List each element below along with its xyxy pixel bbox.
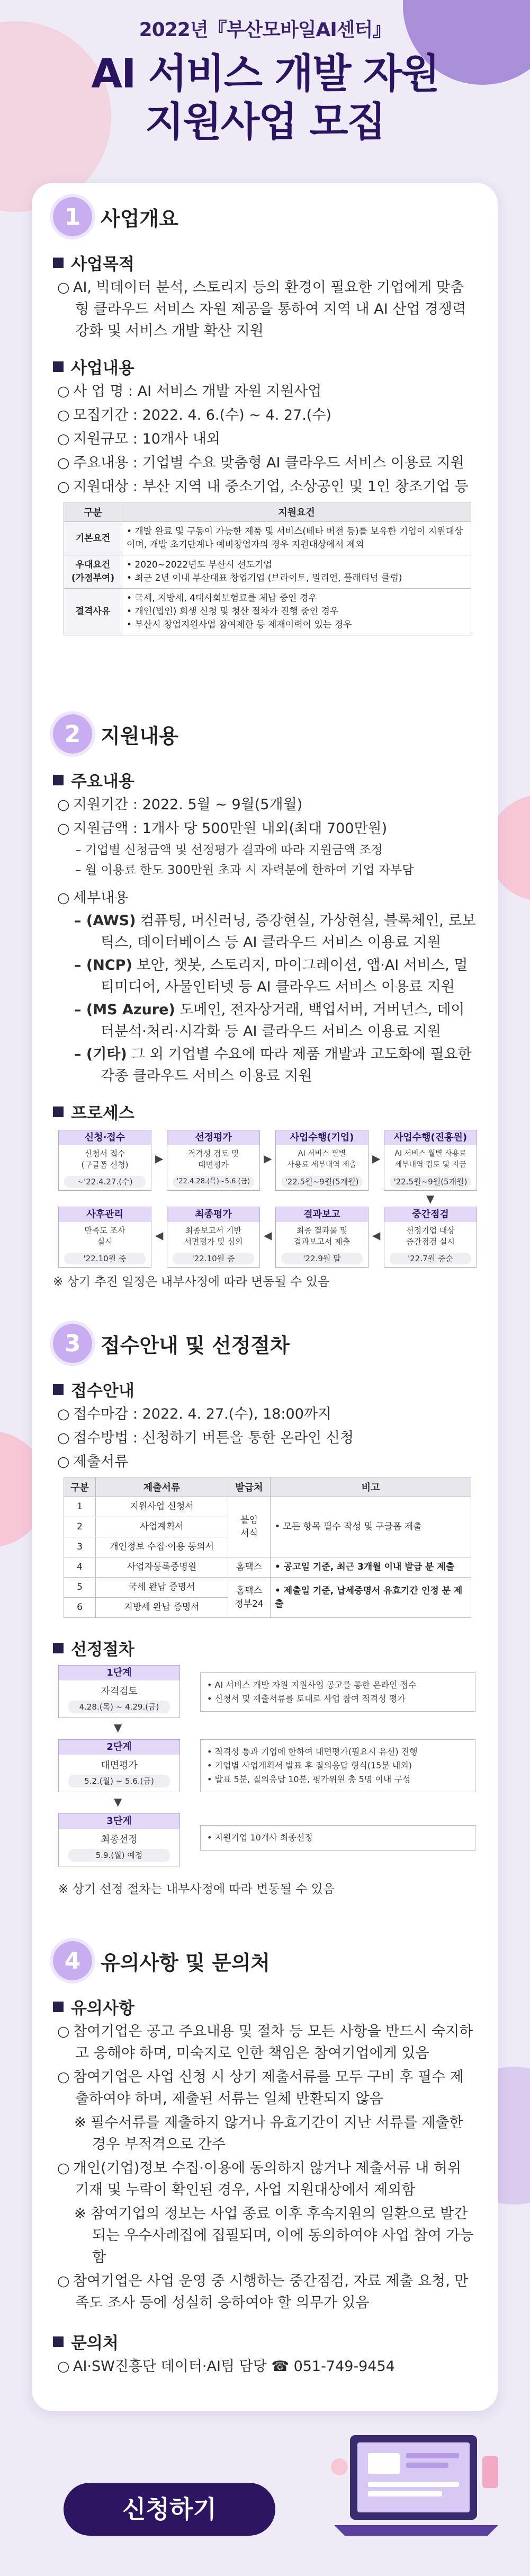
arrow-left-icon: ◀ [372, 1229, 381, 1242]
title-line-1: AI 서비스 개발 자원 [91, 50, 439, 97]
section-number: 4 [53, 1941, 92, 1980]
section-number: 2 [53, 714, 92, 754]
square-bullet-icon [53, 258, 64, 268]
documents-table: 구분 제출서류 발급처 비고 1 지원사업 신청서 붙임 서식 • 모든 항목 필수 작성 및 구글폼 제출 2 사업계획서 3 개인정보 수집·이용 동의서 4 사업자등록증명원 홈택스 • 공고일 기준, 최근 3개월 이내 발급 분 제출 5 국세 완납 증명서 홈택스 정부24 • 제출일 기준, 납세증명서 유효기간 인정 분 제출 6 지방세 완납 증명서 [64, 1477, 471, 1618]
section-support [53, 713, 477, 1289]
sub-item: – (기타) 그 외 기업별 수요에 따라 제품 개발과 고도화에 필요한 각종 클라우드 서비스 이용료 지원 [74, 1046, 472, 1084]
list-item: ○ 참여기업은 공고 주요내용 및 절차 등 모든 사항을 반드시 숙지하고 응해야 하며, 미숙지로 인한 책임은 참여기업에게 있음 [57, 2023, 473, 2061]
laptop-illustration [329, 2424, 504, 2554]
square-bullet-icon [53, 775, 64, 785]
table-row: 6 지방세 완납 증명서 [64, 1598, 471, 1618]
list-item: ○ 접수마감 : 2022. 4. 27.(수), 18:00까지 [57, 1406, 332, 1422]
process-step: 최종평가 최종보고서 기반 서면평가 및 심의 '22.10월 중 [167, 1207, 260, 1268]
process-step: 결과보고 최종 결과물 및 결과보고서 제출 '22.9월 말 [275, 1207, 369, 1268]
selection-note: ※ 상기 선정 절차는 내부사정에 따라 변동될 수 있음 [58, 1882, 335, 1896]
sub-item: – (NCP) 보안, 챗봇, 스토리지, 마이그레이션, 앱·AI 서비스, 멀티미디어, 사물인터넷 등 AI 클라우드 서비스 이용료 지원 [74, 957, 468, 995]
list-item: ○ 참여기업은 사업 운영 중 시행하는 중간점검, 자료 제출 요청, 만족도 조사 등에 성실히 응하여야 할 의무가 있음 [57, 2273, 469, 2311]
stage-description: • 적격성 통과 기업에 한하여 대면평가(필요시 유선) 진행 • 기업별 사업계획서 발표 후 질의응답 형식(15분 내외) • 발표 5분, 질의응답 10분, 평가위원 총 5명 이내 구성 [200, 1739, 475, 1792]
stage-description: • AI 서비스 개발 자원 지원사업 공고를 통한 온라인 접수 • 신청서 및 제출서류를 토대로 사업 참여 적격성 평가 [200, 1672, 475, 1712]
list-note: ※ 필수서류를 제출하지 않거나 유효기간이 지난 서류를 제출한 경우 부적격으로 간주 [74, 2114, 463, 2153]
section-title: 사업개요 [101, 207, 178, 231]
list-item: ○ AI, 빅데이터 분석, 스토리지 등의 환경이 필요한 기업에게 맞춤형 클라우드 서비스 자원 제공을 통하여 지역 내 AI 산업 경쟁력 강화 및 서비스 개발 확산 지원 [57, 279, 466, 339]
content-card [32, 183, 498, 2411]
process-note: ※ 상기 추진 일정은 내부사정에 따라 변동될 수 있음 [53, 1275, 330, 1289]
list-item: ○ 주요내용 : 기업별 수요 맞춤형 AI 클라우드 서비스 이용료 지원 [57, 455, 464, 471]
sub-item: – 월 이용료 한도 300만원 초과 시 자력분에 한하여 기업 자부담 [75, 863, 414, 877]
arrow-left-icon: ◀ [155, 1229, 164, 1242]
arrow-right-icon: ▶ [155, 1152, 164, 1165]
table-row: 우대요건 (가점부여) • 2020~2022년도 부산시 선도기업 • 최근 2년 이내 부산대표 창업기업 (브라이트, 밀리언, 플래티넘 클럽) [64, 555, 471, 589]
selection-stage: 3단계 최종선정 5.9.(월) 예정 [58, 1813, 180, 1866]
square-bullet-icon [53, 2002, 64, 2012]
sub-item: – (MS Azure) 도메인, 전자상거래, 백업서버, 거버넌스, 데이터분석·처리·시각화 등 AI 클라우드 서비스 이용료 지원 [74, 1002, 465, 1040]
page-title [0, 49, 530, 146]
section-number: 1 [53, 197, 92, 236]
list-item: ○ 지원금액 : 1개사 당 500만원 내외(최대 700만원) [57, 820, 388, 837]
section-title: 지원내용 [101, 724, 178, 748]
table-row: 2 사업계획서 [64, 1517, 471, 1537]
process-step: 선정평가 적격성 검토 및 대면평가 '22.4.28.(목)~5.6.(금) [167, 1130, 260, 1191]
sub-item: – (AWS) 컴퓨팅, 머신러닝, 증강현실, 가상현실, 블록체인, 로보틱스, 데이터베이스 등 AI 클라우드 서비스 이용료 지원 [74, 913, 476, 951]
arrow-right-icon: ▶ [372, 1152, 381, 1165]
arrow-down-icon: ▼ [114, 1721, 122, 1734]
process-step: 중간점검 선정기업 대상 중간점검 실시 '22.7월 중순 [384, 1207, 477, 1268]
process-step: 사업수행(진흥원) AI 서비스 월별 사용료 세부내역 검토 및 지급 '22.5월~9월(5개월) [384, 1130, 477, 1191]
section-notice [53, 1940, 477, 2377]
sub-item: – 기업별 신청금액 및 선정평가 결과에 따라 지원금액 조정 [75, 843, 383, 857]
arrow-down-icon: ▼ [426, 1192, 435, 1205]
process-flow [58, 1130, 477, 1273]
laptop-icon [329, 2424, 504, 2552]
subheading: 선정절차 [53, 1636, 477, 1660]
subheading: 사업목적 [53, 251, 477, 275]
table-row: 1 지원사업 신청서 붙임 서식 • 모든 항목 필수 작성 및 구글폼 제출 [64, 1497, 471, 1517]
subheading: 접수안내 [53, 1377, 477, 1401]
section-number: 3 [53, 1324, 92, 1363]
arrow-right-icon: ▶ [264, 1152, 272, 1165]
list-item: ○ 지원기간 : 2022. 5월 ~ 9월(5개월) [57, 796, 303, 813]
section-application [53, 1322, 477, 1914]
square-bullet-icon [53, 1106, 64, 1117]
list-item: ○ 지원규모 : 10개사 내외 [57, 431, 220, 447]
table-row: 5 국세 완납 증명서 홈택스 정부24 • 제출일 기준, 납세증명서 유효기간 인정 분 제출 [64, 1578, 471, 1598]
page-header [0, 0, 530, 175]
list-note: ※ 참여기업의 정보는 사업 종료 이후 후속지원의 일환으로 발간되는 우수사례집에 집필되며, 이에 동의하여야 사업 참여 가능함 [74, 2206, 474, 2265]
list-item: ○ 참여기업은 사업 신청 시 상기 제출서류를 모두 구비 후 필수 제출하여야 하며, 제출된 서류는 일체 반환되지 않음 [57, 2069, 464, 2107]
table-row: 기본요건 • 개발 완료 및 구동이 가능한 제품 및 서비스(베타 버전 등)를 보유한 기업이 지원대상이며, 개발 초기단계나 예비창업자의 경우 지원대상에서 제외 [64, 522, 471, 555]
selection-stage: 1단계 자격검토 4.28.(목) ~ 4.29.(금) [58, 1665, 180, 1718]
list-item: ○ 접수방법 : 신청하기 버튼을 통한 온라인 신청 [57, 1430, 354, 1446]
title-line-2: 지원사업 모집 [145, 98, 385, 146]
list-item: ○ 제출서류 [57, 1454, 129, 1470]
section-title: 접수안내 및 선정절차 [101, 1333, 290, 1357]
subheading: 프로세스 [53, 1100, 477, 1123]
arrow-down-icon: ▼ [114, 1795, 122, 1808]
square-bullet-icon [53, 1643, 64, 1653]
subheading: 주요내용 [53, 768, 477, 792]
selection-flow [58, 1665, 477, 1914]
square-bullet-icon [53, 1384, 64, 1395]
process-step: 사업수행(기업) AI 서비스 필별 사용료 세부내역 제출 '22.5월~9월(5개월) [275, 1130, 369, 1191]
list-item: ○ 사 업 명 : AI 서비스 개발 자원 지원사업 [57, 383, 322, 400]
square-bullet-icon [53, 361, 64, 372]
list-item: ○ 개인(기업)정보 수집·이용에 동의하지 않거나 제출서류 내 허위 기재 및 누락이 확인된 경우, 사업 지원대상에서 제외함 [57, 2160, 462, 2198]
selection-stage: 2단계 대면평가 5.2.(월) ~ 5.6.(금) [58, 1739, 180, 1792]
subheading: 문의처 [53, 2330, 477, 2353]
subheading: 사업내용 [53, 355, 477, 378]
apply-button[interactable]: 신청하기 [64, 2483, 275, 2536]
list-item: ○ 지원대상 : 부산 지역 내 중소기업, 소상공인 및 1인 창조기업 등 [57, 479, 469, 495]
table-row: 4 사업자등록증명원 홈택스 • 공고일 기준, 최근 3개월 이내 발급 분 제출 [64, 1557, 471, 1578]
square-bullet-icon [53, 2336, 64, 2347]
table-row: 결격사유 • 국세, 지방세, 4대사회보험료를 체납 중인 경우 • 개인(법인) 회생 신청 및 청산 절차가 진행 중인 경우 • 부산시 창업지원사업 참여제한 등 제재이력이 있는 경우 [64, 589, 471, 635]
process-step: 사후관리 만족도 조사 실시 '22.10월 중 [58, 1207, 151, 1268]
stage-description: • 지원기업 10개사 최종선정 [200, 1825, 475, 1851]
table-row: 3 개인정보 수집·이용 동의서 [64, 1537, 471, 1557]
header-subtitle: 2022년『부산모바일AI센터』 [139, 19, 391, 41]
contact-info: ○ AI·SW진흥단 데이터·AI팀 담당 ☎ 051-749-9454 [57, 2358, 395, 2375]
section-title: 유의사항 및 문의처 [101, 1951, 271, 1975]
list-item: ○ 모집기간 : 2022. 4. 6.(수) ~ 4. 27.(수) [57, 407, 331, 423]
arrow-left-icon: ◀ [264, 1229, 272, 1242]
section-overview [53, 196, 477, 635]
list-item: ○ 세부내용 [57, 890, 129, 906]
requirements-table: 구분 지원요건 기본요건 • 개발 완료 및 구동이 가능한 제품 및 서비스(베타 버전 등)를 보유한 기업이 지원대상이며, 개발 초기단계나 예비창업자의 경우 지원대상에서 제외 우대요건 (가점부여) • 2020~2022년도 부산시 선도기업 • 최근 2년 이내 부산대표 창업기업 (브라이트, 밀리언, 플래티넘 클럽) 결격사유 • 국세, 지방세, 4대사회보험료를 체납 중인 경우 • 개인(법인) 회생 신청 및 청산 절차가 진행 중인 경우 • 부산시 창업지원사업 참여제한 등 제재이력이 있는 경우 [64, 502, 471, 635]
subheading: 유의사항 [53, 1995, 477, 2019]
process-step: 신청·접수 신청서 접수 (구글폼 신청) ~'22.4.27.(수) [58, 1130, 151, 1191]
